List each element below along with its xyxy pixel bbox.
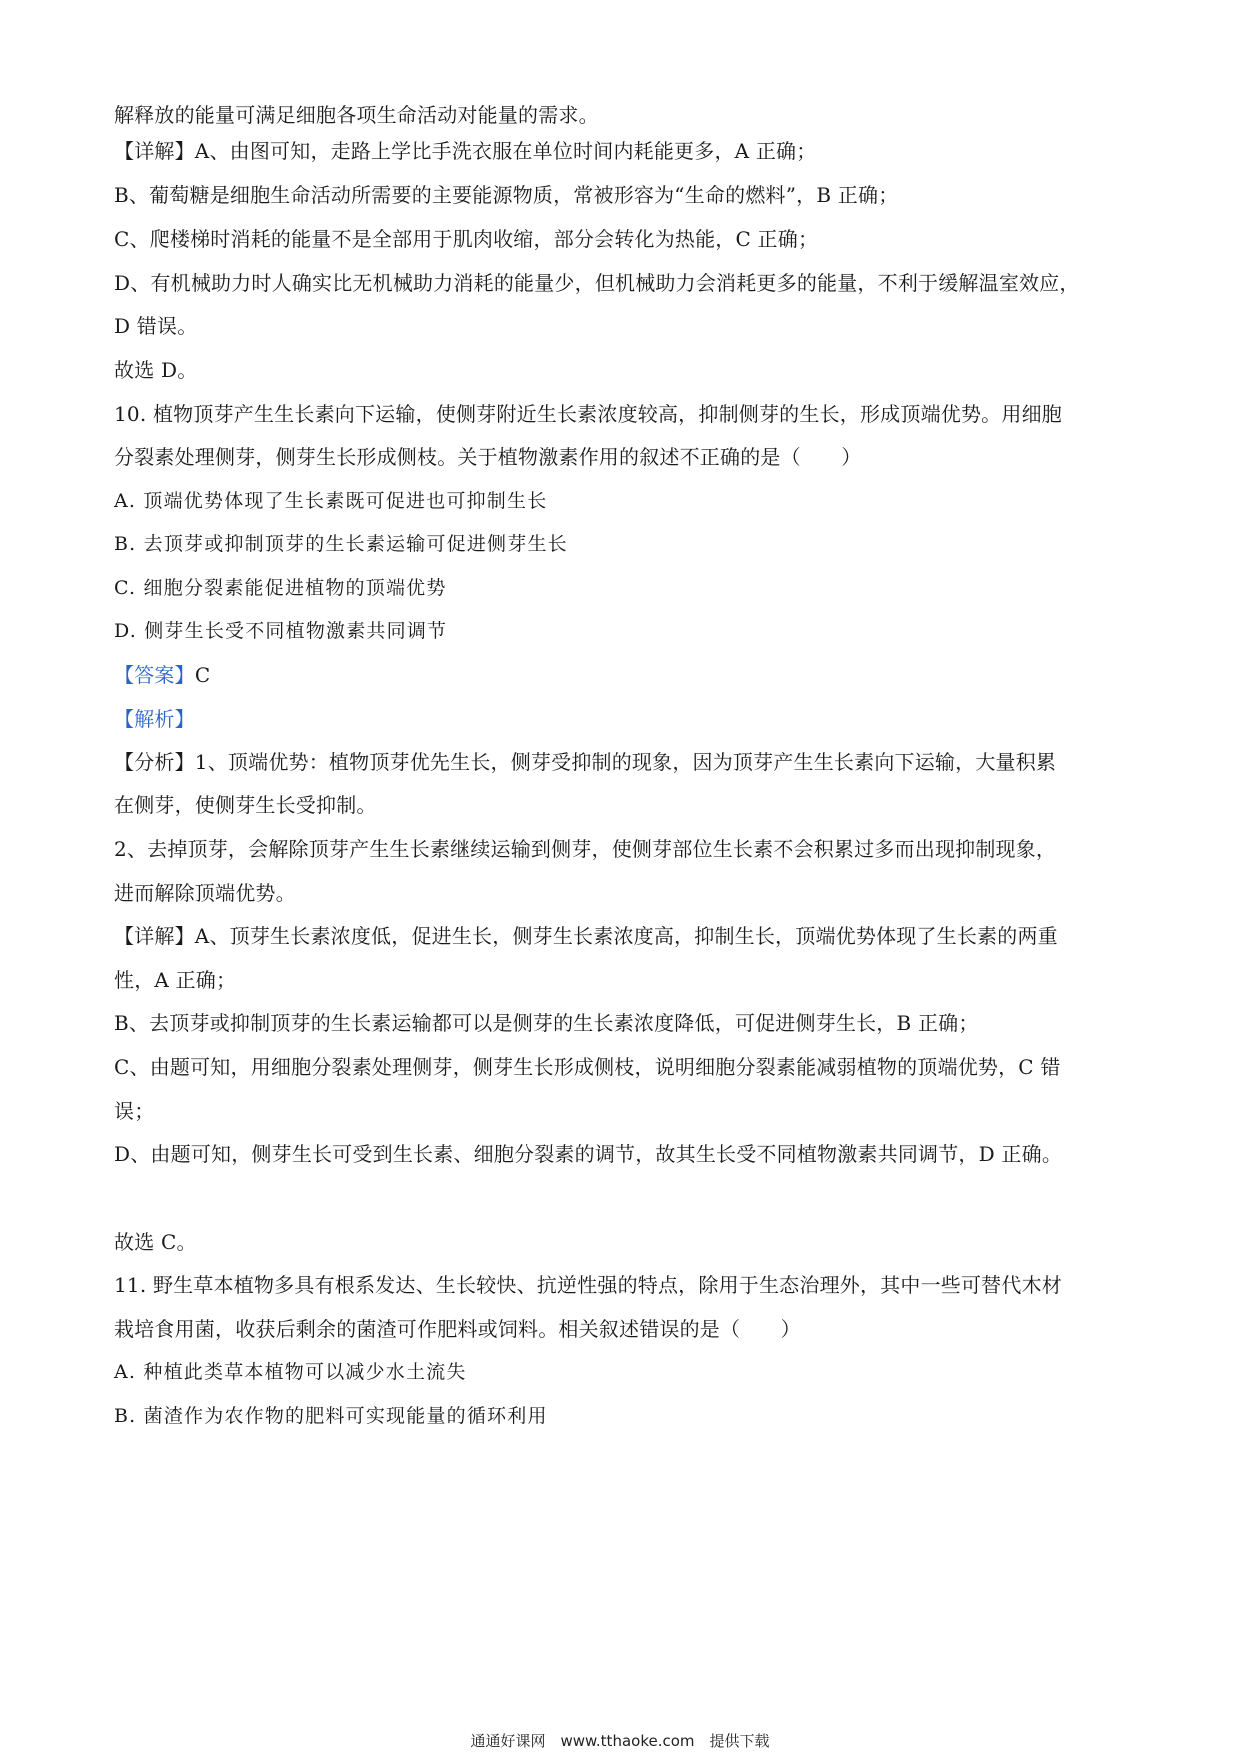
question-stem: 栽培食用菌，收获后剩余的菌渣可作肥料或饲料。相关叙述错误的是（ ） — [114, 1317, 801, 1341]
answer-value: C — [194, 663, 211, 687]
option-a: A. 种植此类草本植物可以减少水土流失 — [114, 1361, 467, 1383]
paragraph-line: 故选 C。 — [114, 1230, 197, 1254]
option-b: B. 去顶芽或抑制顶芽的生长素运输可促进侧芽生长 — [114, 533, 568, 555]
paragraph-line: 【详解】A、顶芽生长素浓度低，促进生长，侧芽生长素浓度高，抑制生长，顶端优势体现了生长素的两重 — [114, 924, 1058, 948]
paragraph-line: 性，A 正确； — [114, 968, 237, 992]
page-footer: 通通好课网 www.tthaoke.com 提供下载 — [470, 1732, 770, 1750]
paragraph-line: B、去顶芽或抑制顶芽的生长素运输都可以是侧芽的生长素浓度降低，可促进侧芽生长，B 正确； — [114, 1011, 979, 1035]
question-stem: 11. 野生草本植物多具有根系发达、生长较快、抗逆性强的特点，除用于生态治理外，其中一些可替代木材 — [114, 1273, 1062, 1297]
analysis-heading: 【解析】 — [114, 707, 195, 731]
paragraph-line: 【详解】A、由图可知，走路上学比手洗衣服在单位时间内耗能更多，A 正确； — [114, 139, 817, 163]
option-d: D. 侧芽生长受不同植物激素共同调节 — [114, 620, 448, 642]
answer-line — [114, 661, 1134, 689]
question-stem: 10. 植物顶芽产生生长素向下运输，使侧芽附近生长素浓度较高，抑制侧芽的生长，形成顶端优势。用细胞 — [114, 402, 1062, 426]
paragraph-line: 故选 D。 — [114, 358, 198, 382]
option-a: A. 顶端优势体现了生长素既可促进也可抑制生长 — [114, 490, 548, 512]
option-b: B. 菌渣作为农作物的肥料可实现能量的循环利用 — [114, 1405, 548, 1427]
paragraph-line: C、爬楼梯时消耗的能量不是全部用于肌肉收缩，部分会转化为热能，C 正确； — [114, 227, 819, 251]
paragraph-line: 【分析】1、顶端优势：植物顶芽优先生长，侧芽受抑制的现象，因为顶芽产生生长素向下运输，大量积累 — [114, 750, 1057, 774]
paragraph-line: B、葡萄糖是细胞生命活动所需要的主要能源物质，常被形容为“生命的燃料”，B 正确； — [114, 183, 899, 207]
paragraph-line: D 错误。 — [114, 314, 198, 338]
paragraph-line: D、由题可知，侧芽生长可受到生长素、细胞分裂素的调节，故其生长受不同植物激素共同调节，D 正确。 — [114, 1142, 1063, 1166]
paragraph-line: 在侧芽，使侧芽生长受抑制。 — [114, 793, 377, 817]
paragraph-line: 解释放的能量可满足细胞各项生命活动对能量的需求。 — [114, 103, 599, 127]
question-stem: 分裂素处理侧芽，侧芽生长形成侧枝。关于植物激素作用的叙述不正确的是（ ） — [114, 445, 862, 469]
paragraph-line: C、由题可知，用细胞分裂素处理侧芽，侧芽生长形成侧枝，说明细胞分裂素能减弱植物的顶端优势，C 错 — [114, 1055, 1061, 1079]
option-c: C. 细胞分裂素能促进植物的顶端优势 — [114, 577, 447, 599]
paragraph-line: 2、去掉顶芽，会解除顶芽产生生长素继续运输到侧芽，使侧芽部位生长素不会积累过多而出现抑制现象， — [114, 837, 1057, 861]
paragraph-line: 误； — [114, 1099, 155, 1123]
paragraph-line: D、有机械助力时人确实比无机械助力消耗的能量少，但机械助力会消耗更多的能量，不利于缓解温室效应， — [114, 271, 1080, 295]
paragraph-line: 进而解除顶端优势。 — [114, 881, 296, 905]
answer-label: 【答案】 — [114, 663, 195, 687]
